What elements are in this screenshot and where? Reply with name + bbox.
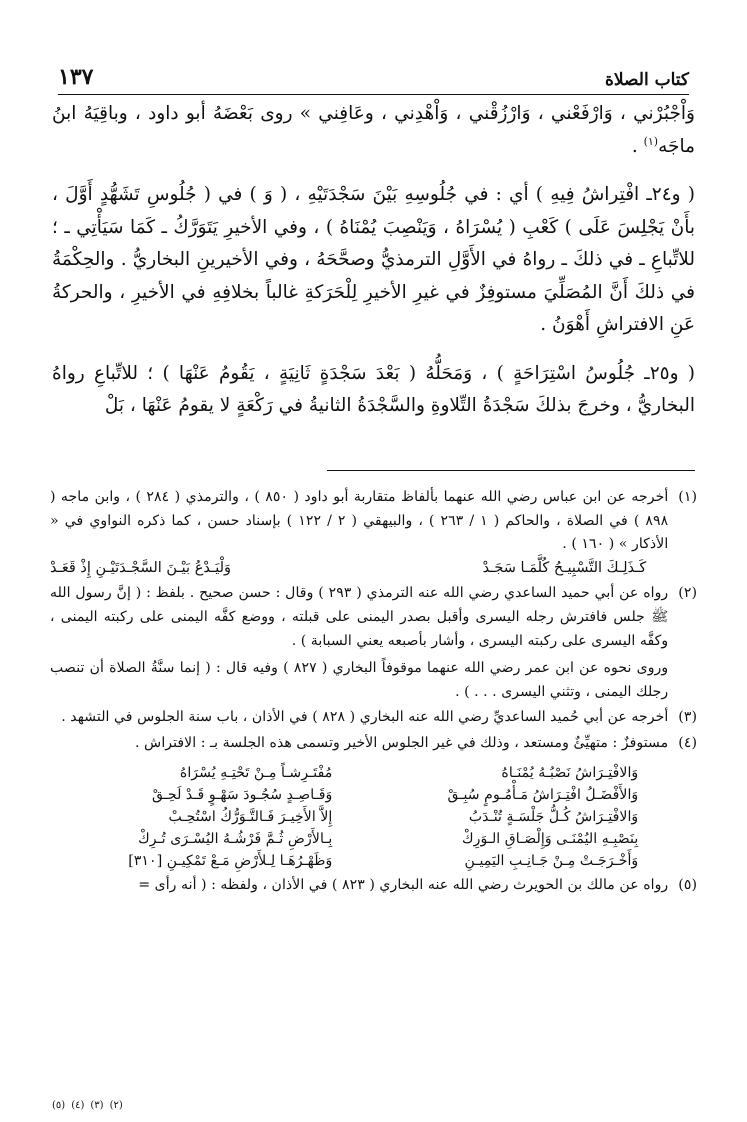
footnote-2 (50, 582, 697, 704)
footnote-number: (٢) (678, 585, 697, 602)
footnote-ref-2[interactable]: (٢) (109, 1100, 123, 1111)
running-title: كتاب الصلاة (604, 70, 689, 90)
footnote-1 (50, 486, 697, 580)
verse-left: وَلْيَـدْعُ بَيْـنَ السَّجْـدَتَيْـنِ إِذْ قَعَـدْ (50, 559, 232, 576)
poem-line: وَالافْتِـرَاشُ نَصْبُـهُ يُمْنَـاهُ مُفْتَـرِشـاً مِـنْ تَحْتِـهِ يُسْرَاهُ (179, 764, 639, 781)
footnote-5 (50, 874, 697, 898)
footnote-text: رواه عن أبي حميد الساعدي رضي الله عنه الترمذي ( ٢٩٣ ) وقال : حسن صحيح . بلفظ : ( إنَّ رسول الله ﷺ جلس فافترش رجله اليسرى وأقبل بصدر اليمنى على قبلته ، ووضع كفَّه اليمنى على ركبته اليمنى ، وكفَّه اليسرى على ركبته اليسرى ، وأشار بأصبعه يعني السبابة ) . (50, 585, 669, 649)
footnote-verse (50, 557, 668, 581)
poem-line: بِنَصْبِـهِ اليُمْنَـى وَإِلْصَـاقِ الـوَرِكْ بِـالأَرْضِ ثُـمَّ فَرْشُـهُ اليُسْـرَى تُـرِكْ (138, 830, 639, 847)
footnote-number: (٤) (678, 734, 697, 751)
poem-line: وَأَخْـرَجَـتْ مِـنْ جَـانِـبِ اليَمِيـنِ وَظَهْـرُهَـا لِـلأَرْضِ مَـعْ تَمْكِيـنِ [٣١٠] (128, 852, 639, 869)
main-text (52, 98, 695, 439)
footnote-ref-markers (52, 1100, 123, 1111)
footnote-4 (50, 732, 697, 872)
paragraph-3: ( و٢٥ـ جُلُوسُ اسْتِرَاحَةٍ ) ، وَمَحَلُّهُ ( بَعْدَ سَجْدَةٍ ثَانِيَةٍ ، يَقُومُ عَنْهَا ) ؛ للاتِّباعِ رواهُ البخاريُّ ، وخرجَ بذلكَ سَجْدَةُ التِّلاوةِ والسَّجْدَةُ الثانيةُ في رَكْعَةٍ لا يقومُ عَنْهَا ، بَلْ (52, 362, 695, 416)
footnote-text: أخرجه عن ابن عباس رضي الله عنهما بألفاظ متقاربة أبو داود ( ٨٥٠ ) ، والترمذي ( ٢٨٤ ) ، وابن ماجه ( ٨٩٨ ) في الصلاة ، والحاكم ( ١ / ٢٦٣ ) ، والبيهقي ( ٢ / ١٢٢ ) بإسناد حسن ، كما ذكره النواوي في « الأذكار » ( ١٦٠ ) . (50, 489, 669, 553)
footnote-number: (٣) (678, 709, 697, 726)
paragraph-1: وَاْجْبُرْني ، وَارْفَعْني ، وَارْزُقْني ، وَاْهْدِني ، وعَافِني » روى بَعْضَهُ أبو داود ، وباقِيَهُ ابنُ ماجَه$^{(١)}$ . (52, 103, 695, 157)
page-header (58, 56, 689, 95)
footnote-3 (50, 706, 697, 730)
footnote-text: رواه عن مالك بن الحويرث رضي الله عنه البخاري ( ٨٢٣ ) في الأذان ، ولفظه : ( أنه رأى = (138, 876, 669, 893)
footnote-extra: وروى نحوه عن ابن عمر رضي الله عنهما موقوفاً البخاري ( ٨٢٧ ) وفيه قال : ( إنما سنَّةُ الصلاة أن تنصب رجلك اليمنى ، وتثني اليسرى . . . ) . (50, 660, 669, 700)
footnote-ref-4[interactable]: (٤) (71, 1100, 85, 1111)
poem-line: وَالأَفْضَـلُ افْتِـرَاشُ مَـأْمُـومٍ سُبِـقْ وَقَـاصِـدٍ سُجُـودَ سَهْـوٍ قَـدْ لَحِـقْ (151, 786, 639, 803)
footnote-ref-3[interactable]: (٣) (90, 1100, 104, 1111)
page-number: ١٣٧ (58, 64, 94, 90)
footnote-number: (١) (678, 489, 697, 505)
verse-right: كَـذَلِـكَ التَّسْبِيـحُ كُلَّمَـا سَجَـدْ (482, 559, 647, 576)
paragraph-2: ( و٢٤ـ افْتِراشُ فِيهِ ) أي : في جُلُوسِهِ بَيْنَ سَجْدَتَيْهِ ، ( وَ ) في ( جُلُوسِ تَشَهُّدٍ أَوَّلَ ، بأَنْ يَجْلِسَ عَلَى ) كَعْبِ ( يُسْرَاهُ ، وَيَنْصِبَ يُمْنَاهُ ) ، وفي الأخيرِ يَتَوَرَّكُ ـ كَمَا سَيَأْتِي ـ ؛ للاتِّباعِ ـ في ذلكَ ـ رواهُ في الأَوَّلِ الترمذيُّ وصحَّحَهُ ، وفي الأخيرينِ البخاريُّ . والحِكْمَةُ في ذلكَ أَنَّ المُصَلِّيَ مستوفِزٌ في غيرِ الأخيرِ لِلْحَرَكةِ غالباً بخلافِهِ في الأخيرِ ، والحركةُ عَنِ الافتراشِ أَهْوَنُ . (52, 184, 695, 335)
footnote-text: مستوفزٌ : متهيِّئٌ ومستعد ، وذلك في غير الجلوس الأخير وتسمى هذه الجلسة بـ : الافتراش . (135, 734, 669, 751)
footnote-number: (٥) (678, 876, 697, 893)
footnote-ref-5[interactable]: (٥) (52, 1100, 66, 1111)
footnotes (50, 486, 697, 899)
footnote-ref-1[interactable]: (١) (643, 134, 659, 148)
footnote-separator (327, 470, 695, 471)
footnote-text: أخرجه عن أبي حُميد الساعديِّ رضي الله عنه البخاري ( ٨٢٨ ) في الأذان ، باب سنة الجلوس في التشهد . (61, 709, 669, 726)
poem-line: وَالافْتِـرَاشُ كُـلُّ جَلْسَـةٍ تُنْـدَبُ إِلاَّ الأَخِيـرَ فَـالتَّـوَرُّكُ اسْتُحِـبْ (168, 808, 639, 825)
poem (50, 762, 668, 872)
